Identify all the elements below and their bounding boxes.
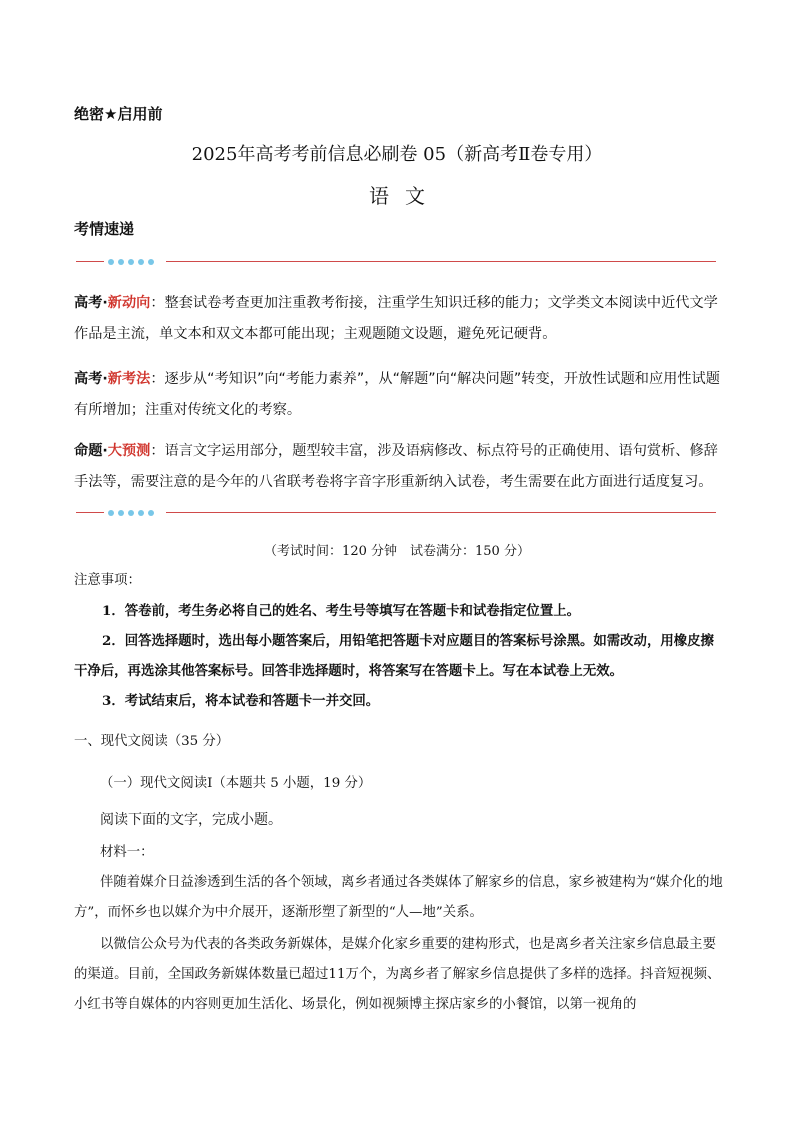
reading-paragraph: 以微信公众号为代表的各类政务新媒体，是媒介化家乡重要的建构形式，也是离乡者关注家乡信息最主要的渠道。目前，全国政务新媒体数量已超过11万个，为离乡者了解家乡信息提供了多样的选择。抖音短视频、小红书等自媒体的内容则更加生活化、场景化，例如视频博主探店家乡的小餐馆，以第一视角的 xyxy=(74,937,721,1012)
divider-line-right xyxy=(166,261,716,262)
note-item: 2．回答选择题时，选出每小题答案后，用铅笔把答题卡对应题目的答案标号涂黑。如需改动，用橡皮擦干净后，再选涂其他答案标号。回答非选择题时，将答案写在答题卡上。写在本试卷上无效。 xyxy=(74,633,714,679)
subject-title: 语文 xyxy=(369,184,441,208)
item-tag-prefix: 高考· xyxy=(74,295,108,311)
item-tag-prefix: 高考· xyxy=(74,371,108,387)
section-divider xyxy=(76,508,716,518)
divider-dots xyxy=(108,257,156,267)
item-text: 整套试卷考查更加注重教考衔接，注重学生知识迁移的能力；文学类文本阅读中近代文学作品是主流，单文本和双文本都可能出现；主观题随文设题，避免死记硬背。 xyxy=(74,295,718,342)
item-colon: ： xyxy=(150,295,165,311)
notes-heading: 注意事项： xyxy=(74,573,141,588)
item-tag-highlight: 新动向 xyxy=(107,295,151,311)
reading-instruction: 阅读下面的文字，完成小题。 xyxy=(100,812,282,828)
section-subheading: （一）现代文阅读Ⅰ（本题共 5 小题，19 分） xyxy=(100,776,372,791)
exam-time-info: （考试时间：120 分钟 试卷满分：150 分） xyxy=(264,544,530,559)
note-item: 3．考试结束后，将本试卷和答题卡一并交回。 xyxy=(102,693,380,709)
confidential-label: 绝密★启用前 xyxy=(74,105,163,123)
item-tag-highlight: 大预测 xyxy=(107,443,151,459)
item-text: 逐步从“考知识”向“考能力素养”，从“解题”向“解决问题”转变，开放性试题和应用性试题有所增加；注重对传统文化的考察。 xyxy=(74,371,720,418)
section-heading: 一、现代文阅读（35 分） xyxy=(74,734,230,749)
item-text: 语言文字运用部分，题型较丰富，涉及语病修改、标点符号的正确使用、语句赏析、修辞手法等，需要注意的是今年的八省联考卷将字音字形重新纳入试卷，考生需要在此方面进行适度复习。 xyxy=(74,443,718,490)
divider-line-left xyxy=(76,261,104,262)
notes-block xyxy=(74,566,724,716)
quick-info-item xyxy=(74,436,720,498)
divider-line-left xyxy=(76,512,104,513)
reading-paragraph: 伴随着媒介日益渗透到生活的各个领域，离乡者通过各类媒体了解家乡的信息，家乡被建构为“媒介化的地方”，而怀乡也以媒介为中介展开，逐渐形塑了新型的“人—地”关系。 xyxy=(74,875,723,920)
quick-info-item xyxy=(74,364,720,426)
divider-line-right xyxy=(166,512,716,513)
note-item: 1．答卷前，考生务必将自己的姓名、考生号等填写在答题卡和试卷指定位置上。 xyxy=(102,603,580,619)
quick-info-item xyxy=(74,288,720,350)
item-colon: ： xyxy=(150,371,165,387)
divider-dots xyxy=(108,508,156,518)
item-tag-highlight: 新考法 xyxy=(107,371,151,387)
item-tag-prefix: 命题· xyxy=(74,443,108,459)
item-colon: ： xyxy=(150,443,165,459)
material-label: 材料一： xyxy=(100,845,154,860)
quick-info-heading: 考情速递 xyxy=(74,220,135,238)
section-divider xyxy=(76,257,716,267)
exam-title: 2025年高考考前信息必刷卷 05（新高考Ⅱ卷专用） xyxy=(191,144,603,165)
